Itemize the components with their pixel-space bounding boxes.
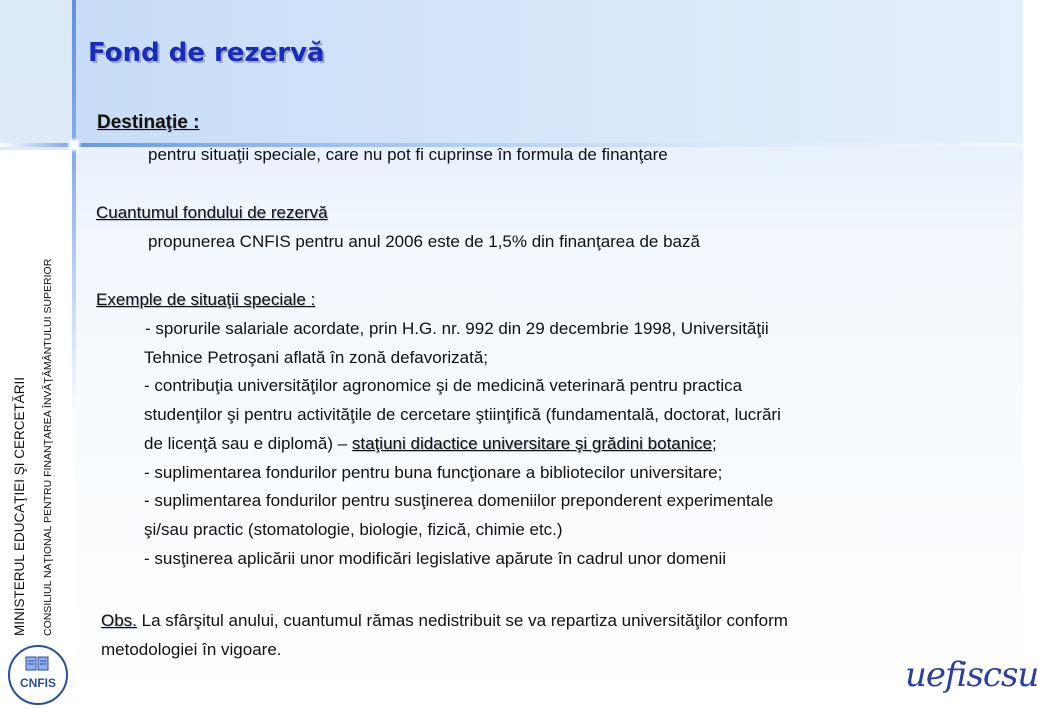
example-line-8: şi/sau practic (stomatologie, biologie, fizică, chimie etc.) [144, 520, 563, 539]
cuantum-text: propunerea CNFIS pentru anul 2006 este de 1,5% din finanţarea de bază [148, 232, 700, 251]
slide-title: Fond de rezervă [88, 38, 325, 68]
example-line-4: studenţilor şi pentru activităţile de cercetare ştiinţifică (fundamentală, doctorat, lucrări [144, 405, 781, 424]
example-line-7: - suplimentarea fondurilor pentru susţinerea domeniilor preponderent experimentale [144, 491, 774, 510]
left-band-lower [0, 150, 72, 708]
sparkle-icon [66, 137, 82, 153]
example-line-6: - suplimentarea fondurilor pentru buna funcţionare a bibliotecilor universitare; [144, 463, 723, 482]
uefiscsu-signature: uefiscsu [905, 655, 1038, 695]
obs-line-1 [101, 611, 788, 631]
example-line-3: - contribuţia universităţilor agronomice şi de medicină veterinară pentru practica [144, 376, 743, 395]
council-label: CONSILIUL NAŢIONAL PENTRU FINANŢAREA ÎNVĂŢĂMÂNTULUI SUPERIOR [42, 258, 54, 636]
obs-text-1: La sfârşitul anului, cuantumul rămas nedistribuit se va repartiza universităţilor conform [136, 611, 788, 630]
example-line-5-suffix: ; [711, 434, 717, 453]
example-line-5-underlined: staţiuni didactice universitare şi grădini botanice [351, 434, 712, 453]
example-line-5 [144, 434, 717, 454]
book-icon [25, 655, 49, 673]
example-line-5-prefix: de licenţă sau e diplomă) – [144, 434, 352, 453]
obs-label: Obs. [101, 611, 137, 630]
vertical-divider [72, 0, 76, 708]
cnfis-logo [8, 645, 68, 705]
logo-text: CNFIS [20, 676, 56, 690]
obs-line-2: metodologiei în vigoare. [101, 640, 282, 659]
example-line-1: - sporurile salariale acordate, prin H.G. nr. 992 din 29 decembrie 1998, Universităţii [145, 319, 769, 338]
ministry-label: MINISTERUL EDUCAŢIEI ŞI CERCETĂRII [12, 376, 27, 636]
example-line-2: Tehnice Petroşani aflată în zonă defavorizată; [144, 348, 488, 367]
header-band [72, 0, 1023, 145]
example-line-9: - susţinerea aplicării unor modificări legislative apărute în cadrul unor domenii [144, 549, 727, 568]
cuantum-heading: Cuantumul fondului de rezervă [96, 203, 328, 222]
exemple-heading: Exemple de situaţii speciale : [96, 290, 316, 309]
destinatie-text: pentru situaţii speciale, care nu pot fi cuprinse în formula de finanţare [148, 145, 668, 164]
destinatie-heading: Destinaţie : [97, 112, 200, 133]
